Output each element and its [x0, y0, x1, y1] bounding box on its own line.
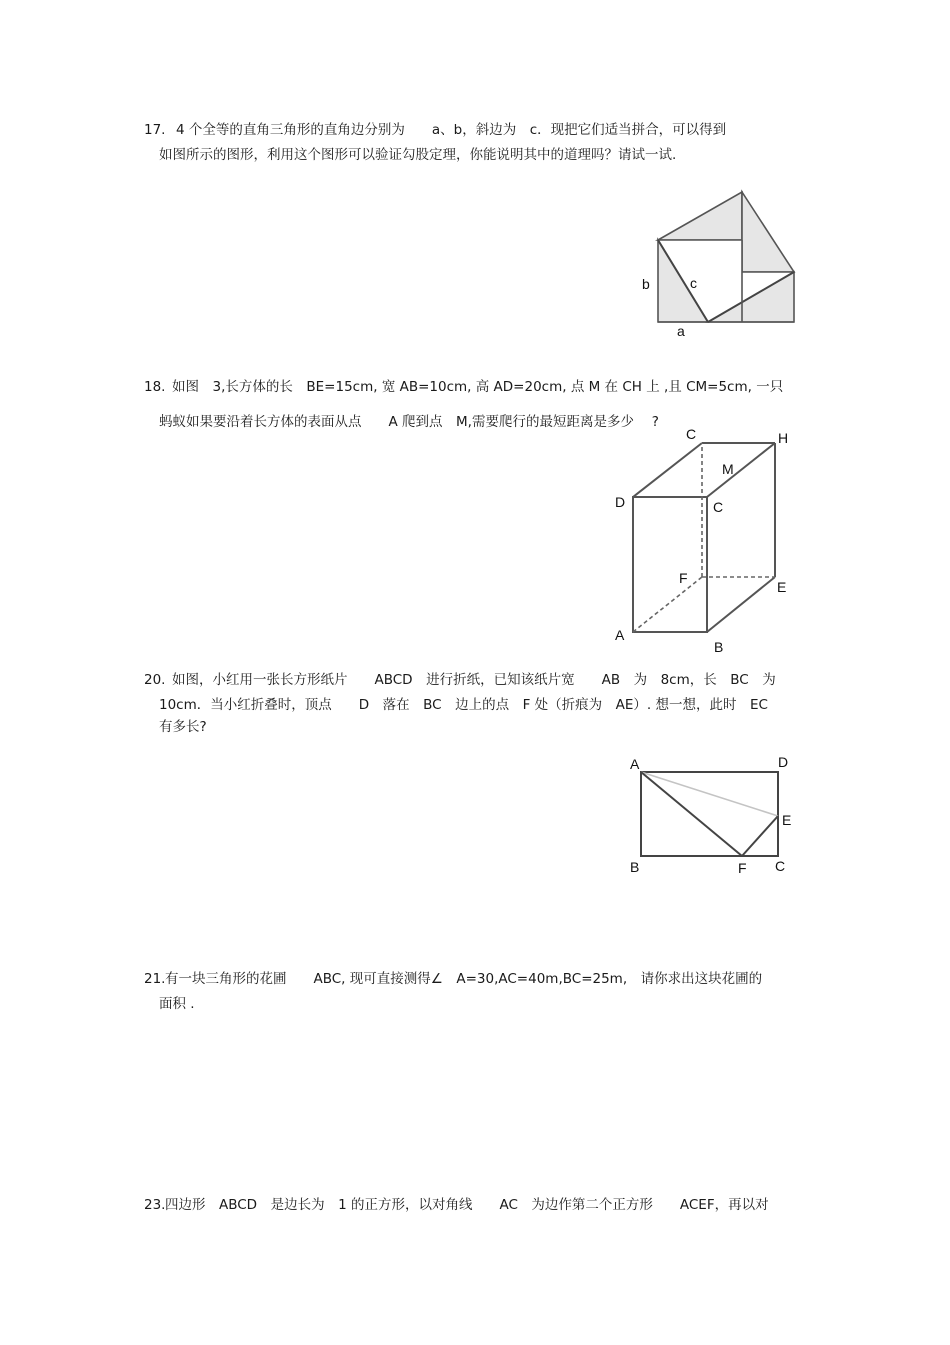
label-c: c [690, 275, 697, 291]
edge-B-E [707, 577, 775, 632]
edge-D-Ctop [633, 443, 702, 497]
label-e: E [782, 812, 792, 828]
q18-line-2: 蚂蚁如果要沿着长方体的表面从点 A 爬到点 M,需要爬行的最短距离是多少 ? [159, 414, 659, 430]
q23-line-1: 四边形 ABCD 是边长为 1 的正方形，以对角线 AC 为边作第二个正方形 ACEF，再以对 [165, 1197, 769, 1213]
label-c: C [713, 499, 724, 515]
q23-number: 23. [144, 1197, 166, 1213]
edge-C-H [707, 443, 775, 497]
label-b: B [714, 639, 724, 655]
label-a: a [677, 323, 685, 339]
q18-number: 18. [144, 379, 166, 395]
label-b: b [642, 276, 650, 292]
label-c: C [775, 858, 786, 874]
segment-fe [742, 816, 778, 856]
q18-line-1: 如图 3,长方体的长 BE=15cm, 宽 AB=10cm, 高 AD=20cm, 点 M 在 CH 上 ,且 CM=5cm, 一只 [172, 379, 784, 395]
cuboid-front-face [633, 497, 707, 632]
triangle-top [658, 192, 742, 240]
fold-line-ae [641, 772, 778, 816]
label-d: D [778, 754, 789, 770]
label-a: A [630, 756, 640, 772]
q20-fold-figure [620, 750, 810, 880]
triangle-right [742, 192, 794, 272]
q20-number: 20. [144, 672, 166, 688]
label-m: M [722, 461, 734, 477]
label-d: D [615, 494, 626, 510]
q20-line-3: 有多长? [159, 719, 207, 735]
q17-figure [620, 180, 820, 345]
q17-number: 17. [144, 122, 166, 138]
q21-number: 21. [144, 971, 166, 987]
q18-cuboid-figure [605, 422, 805, 662]
rectangle-abcd [641, 772, 778, 856]
q20-line-1: 如图，小红用一张长方形纸片 ABCD 进行折纸，已知该纸片宽 AB 为 8cm，长 BC 为 [172, 672, 776, 688]
hidden-edge-A-F [633, 577, 702, 632]
label-e: E [777, 579, 787, 595]
segment-af [641, 772, 742, 856]
q17-line-2: 如图所示的图形，利用这个图形可以验证勾股定理，你能说明其中的道理吗？请试一试. [159, 147, 677, 163]
label-b: B [630, 859, 640, 875]
q21-line-2: 面积 . [159, 996, 195, 1012]
label-h: H [778, 430, 789, 446]
q17-line-1: 4 个全等的直角三角形的直角边分别为 a、b，斜边为 c．现把它们适当拼合，可以得到 [176, 122, 727, 138]
label-f: F [738, 860, 747, 876]
label-a: A [615, 627, 625, 643]
q20-line-2: 10cm．当小红折叠时，顶点 D 落在 BC 边上的点 F 处（折痕为 AE）. 想一想，此时 EC [159, 697, 768, 713]
q21-line-1: 有一块三角形的花圃 ABC, 现可直接测得∠ A=30,AC=40m,BC=25m, 请你求出这块花圃的 [165, 971, 763, 987]
label-f: F [679, 570, 688, 586]
label-c-top: C [686, 426, 697, 442]
